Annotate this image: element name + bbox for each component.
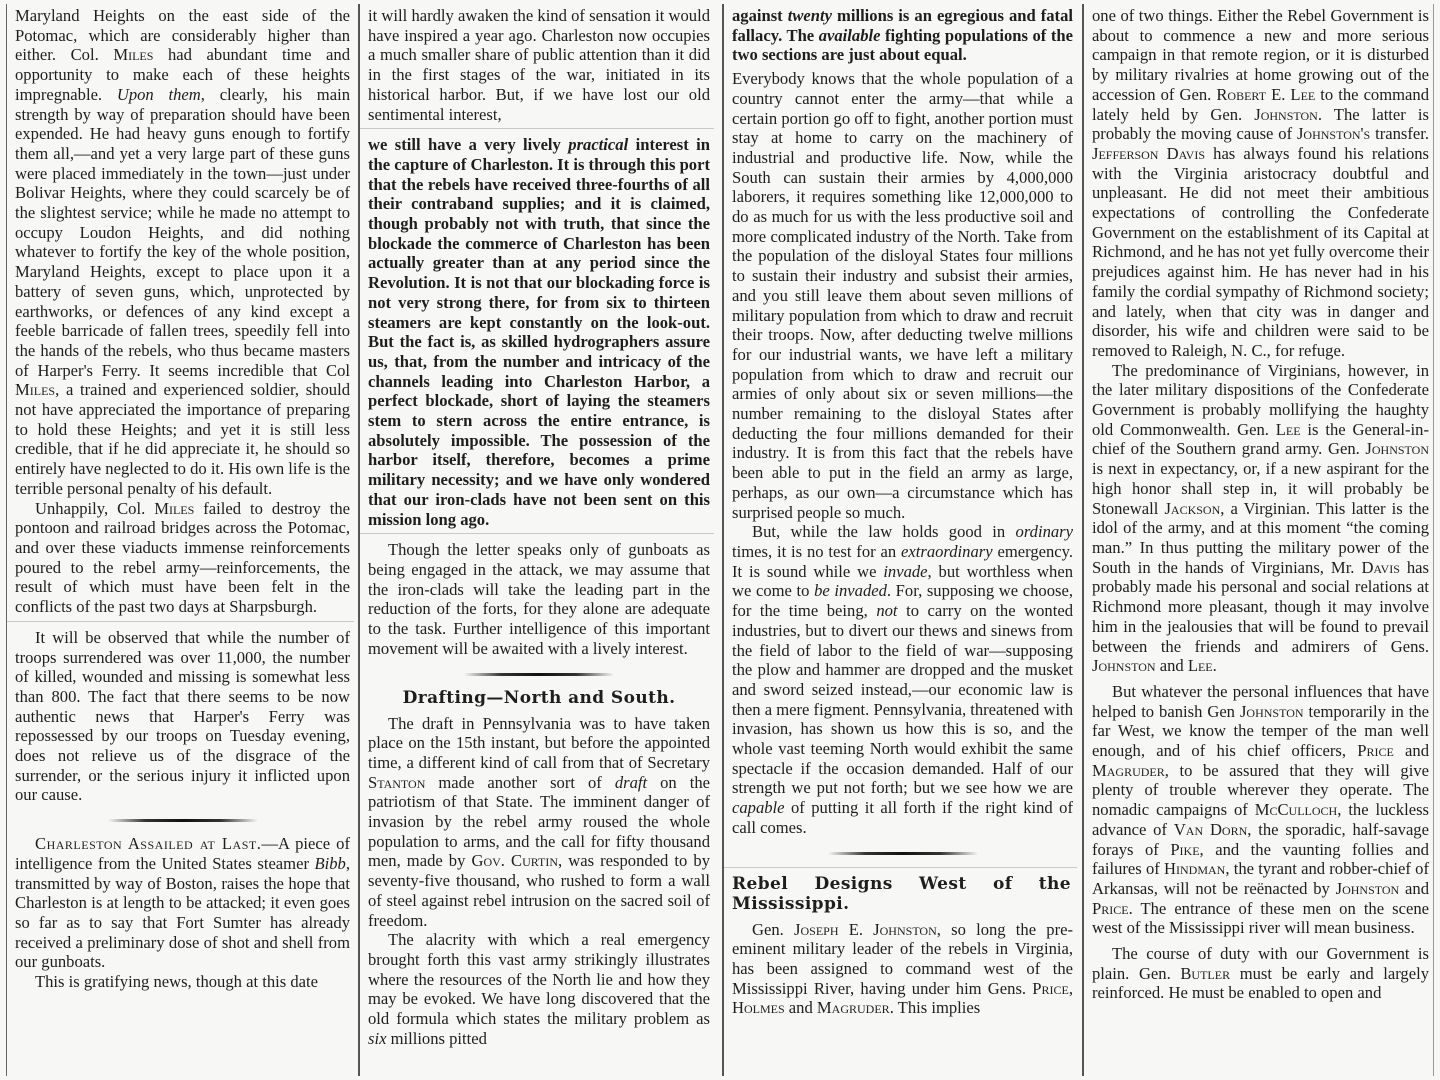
name-miles: Miles [15,380,56,400]
name-jackson: Jackson [1164,498,1221,518]
name-stanton: Stanton [368,772,426,792]
clipping-seam [360,533,714,534]
name-davis: Jefferson Davis [1092,143,1206,163]
paragraph-course-of-duty: The course of duty with our Government is plain. Gen. Butler must be early and largely reinforced. He must be enabled to open and [1092,944,1429,1003]
name-lee: Robert E. Lee [1216,84,1316,104]
clipping-seam [724,867,1077,868]
paragraph-troops-surrendered: It will be observed that while the number of troops surrendered was over 11,000, the number of killed, wounded and missing is somewhat less than 800. The fact that there seems to be now authentic news that Harper's Ferry was repossessed by our troops on Tuesday evening, does not relieve us of the disgrace of the surrender, or the serious injury it inflicted upon our cause. [15,627,350,805]
paragraph-johnston-assigned: Gen. Joseph E. Johnston, so long the preeminent military leader of the rebels in Virginia, has been assigned to command west of the Mississippi River, having under him Gens. Price, Holmes and Magruder. This implies [732,919,1073,1018]
name-johnston: Johnston [1365,439,1429,459]
clipping-seam [360,128,714,129]
name-butler: Butler [1180,963,1231,983]
article-heading-drafting: Drafting—North and South. [402,687,676,708]
paragraph-law-holds-good: But, while the law holds good in ordinary times, it is no test for an extraordinary emergency. It is sound while we invade, but worthless when we come to be invaded. For, supposing we choose, for the time being, not to carry on the wonted industries, but to divert our thews and sinews from the field of labor to the field of war—supposing the plow and hammer are dropped and the musket and sword seized instead,—our economic law is then a mere figment. Pennsylvania, threatened with invasion, has shown us how this is so, and the whole vast teeming North would exhibit the same spectacle if the occasion demanded. Half of our strength we put not forth; but we see how we are capable of putting it all forth if the right kind of call comes. [732,522,1074,837]
column-3 [722,4,1077,1076]
paragraph-practical-interest: we still have a very lively practical interest in the capture of Charleston. It is through this port that the rebels have received three-fourths of all their contraband supplies; and it is claimed, though probably not with truth, that since the blockade the commerce of Charleston has been actually greater than at any period since the Revolution. It is not that our blockading force is not very strong there, for from six to thirteen steamers are kept constantly on the look-out. But the fact is, as skilled hydrographers assure us, that, from the number and intricacy of the channels leading into Charleston Harbor, a perfect blockade, short of laying the steamers stem to stern across the entire entrance, is absolutely impossible. The possession of the harbor itself, therefore, becomes a prime military necessity; and we have only wondered that our iron-clads have not been sent on this mission long ago. [368,135,711,529]
name-magruder: Magruder [816,998,890,1018]
paragraph-gratifying-news: This is gratifying news, though at this date [35,972,318,992]
paragraph-two-things: one of two things. Either the Rebel Government is about to commence a new and more serious campaign in that remote region, or it is disturbed by military rivalries at home growing out of the accession of Gen. Robert E. Lee to the command lately held by Gen. Johnston. The latter is probably the moving cause of Johnston's transfer. Jefferson Davis has always found his relations with the Virginia aristocracy doubtful and unpleasant. He did not meet their ambitious expectations of controlling the Confederate Government on the establishment of its Capital at Richmond, and he has not yet fully overcome their prejudices against him. He has never had in his family the cordial sympathy of Richmond society; and lately, when that city was in danger and disorder, his wife and children were said to be removed to Raleigh, N. C., for refuge. [1092,6,1430,360]
name-davis: Davis [1361,557,1400,577]
paragraph-twenty-millions: against twenty millions is an egregious and fatal fallacy. The available fighting populations of the two sections are just about equal. [732,6,1073,65]
paragraph-virginians: The predominance of Virginians, however, in the later military dispositions of the Confederate Government is probably mollifying the haughty old Commonwealth. Gen. Lee is the General-in-chief of the Southern grand army. Gen. Johnston is next in expectancy, or, if a new aspirant for the high honor shall step in, it will probably be Stonewall Jackson, a Virginian. This latter is the idol of the army, and at this moment “the coming man.” In thus putting the military power of the South in the hands of Virginians, Mr. Davis has probably made his personal and social relations at Richmond more pleasant, though it may involve him in the jealousies that will be found to prevail between the friends and admirers of Gens. Johnston and Lee. [1092,360,1430,676]
paragraph-personal-influences: But whatever the personal influences that have helped to banish Gen Johnston temporarily in the far West, we know the temper of the man well enough, and of his chief officers, Price and Magruder, to be assured that they will give plenty of trouble wherever they operate. The nomadic campaigns of McCulloch, the luckless advance of Van Dorn, the sporadic, half-savage forays of Pike, and the vaunting follies and failures of Hindman, the tyrant and robber-chief of Arkansas, will not be reënacted by Johnston and Price. The entrance of these men on the scene west of the Mississippi river will mean business. [1092,681,1429,938]
paragraph-whole-population: Everybody knows that the whole population of a country cannot enter the army—that while a certain portion go off to fight, another portion must stay at home to carry on the machinery of industrial and productive life. Now, while the South can sustain their armies by 4,000,000 laborers, it requires something like 12,000,000 to do as much for us with the less productive soil and more complicated industry of the North. Take from the population of the disloyal States four millions to sustain their industry and subsist their armies, and you still leave them about seven millions of military population from which to draw and recruit their troops. Now, after deducting twelve millions for our industrial wants, we have left a military population from which to draw and recruit our armies of only about six or seven millions—the number remaining to the disloyal States after deducting the four millions demanded for their industry. It is from this fact that the rebels have been able to put in the field an army as large, perhaps, as our own—a circumstance which has surprised people so much. [732,69,1073,522]
name-johnston: Johnston [1254,104,1318,124]
name-curtin: Gov. Curtin [471,851,559,871]
paragraph-pennsylvania-draft: The draft in Pennsylvania was to have taken place on the 15th instant, but before the appointed time, a different kind of call from that of Secretary Stanton made another sort of draft on the patriotism of that State. The imminent danger of invasion by the rebel army roused the whole population to arms, and the call for fifty thousand men, made by Gov. Curtin, was responded to by seventy-five thousand, who rushed to form a wall of steel against rebel intrusion on the sacred soil of freedom. [368,713,711,930]
paragraph-charleston-assailed: Charleston Assailed at Last.—A piece of intelligence from the United States steamer Bibb, transmitted by way of Boston, raises the hope that Charleston is at length to be attacked; it even goes so far as to say that Fort Sumter has already received a preliminary dose of shot and shell from our gunboats. [15,834,350,972]
section-divider-rule [828,852,978,855]
name-lee: Lee [1187,656,1213,676]
name-johnston: Joseph E. Johnston [794,919,937,939]
paragraph-charleston-sensation: it will hardly awaken the kind of sensation it would have inspired a year ago. Charleston now occupies a much smaller share of public attention than it did in the first stages of the war, initiated in its historical harbor. But, if we have lost our old sentimental interest, [368,6,710,124]
clipping-seam [7,621,354,622]
article-heading-rebel-designs: Rebel Designs West of the Mississippi. [732,873,1071,914]
column-2 [358,4,714,1076]
name-miles: Miles [113,45,154,65]
paragraph-alacrity: The alacrity with which a real emergency brought forth this vast army strikingly illustrates where the resources of the North lie and how they may be evoked. We have long discovered that the old formula which states the military problem as six millions pitted [368,930,710,1048]
section-divider-rule [464,673,614,676]
name-miles: Miles [154,498,195,518]
paragraph-gunboats: Though the letter speaks only of gunboats as being engaged in the attack, we may assume that the iron-clads will take the leading part in the reduction of the forts, for they alone are adequate to the task. Further intelligence of this important movement will be awaited with a lively interest. [368,540,710,658]
name-johnston: Johnston's [1296,124,1371,144]
paragraph-harpers-ferry-heights: Maryland Heights on the east side of the Potomac, which are considerably higher than either. Col. Miles had abundant time and opportunity to make each of these heights impregnable. Upon them, clearly, his main strength by way of preparation should have been expended. He had heavy guns enough to fortify them all,—and yet a very large part of these guns were placed immediately in the town—just under Bolivar Heights, where they could scarcely be of the slightest service; while he made no attempt to occupy Loudon Heights, and did nothing whatever to fortify the key of the whole position, Maryland Heights, except to place upon it a battery of seven guns, which, unprotected by earthworks, or defences of any kind except a feeble barricade of fallen trees, speedily fell into the hands of the rebels, who thus became masters of Harper's Ferry. It seems incredible that Col Miles, a trained and experienced soldier, should not have appreciated the importance of preparing to hold these Heights; and yet it is still less credible, that if he did appreciate it, he should so entirely have neglected to do it. His own life is the terrible personal penalty of his default. [15,6,351,498]
article-lead-heading: Charleston Assailed at Last. [35,834,262,854]
name-price-holmes: Price, Holmes [732,978,1073,1018]
section-divider-rule [108,819,258,822]
column-4 [1082,4,1434,1076]
name-johnston: Johnston [1092,656,1156,676]
name-lee: Lee [1275,419,1301,439]
paragraph-bridges: Unhappily, Col. Miles failed to destroy the pontoon and railroad bridges across the Potomac, and over these viaducts immense reinforcements poured to the rebel army—reinforcements, the result of which must have been felt in the conflicts of the past two days at Sharpsburgh. [15,498,350,617]
column-1 [6,4,354,1076]
